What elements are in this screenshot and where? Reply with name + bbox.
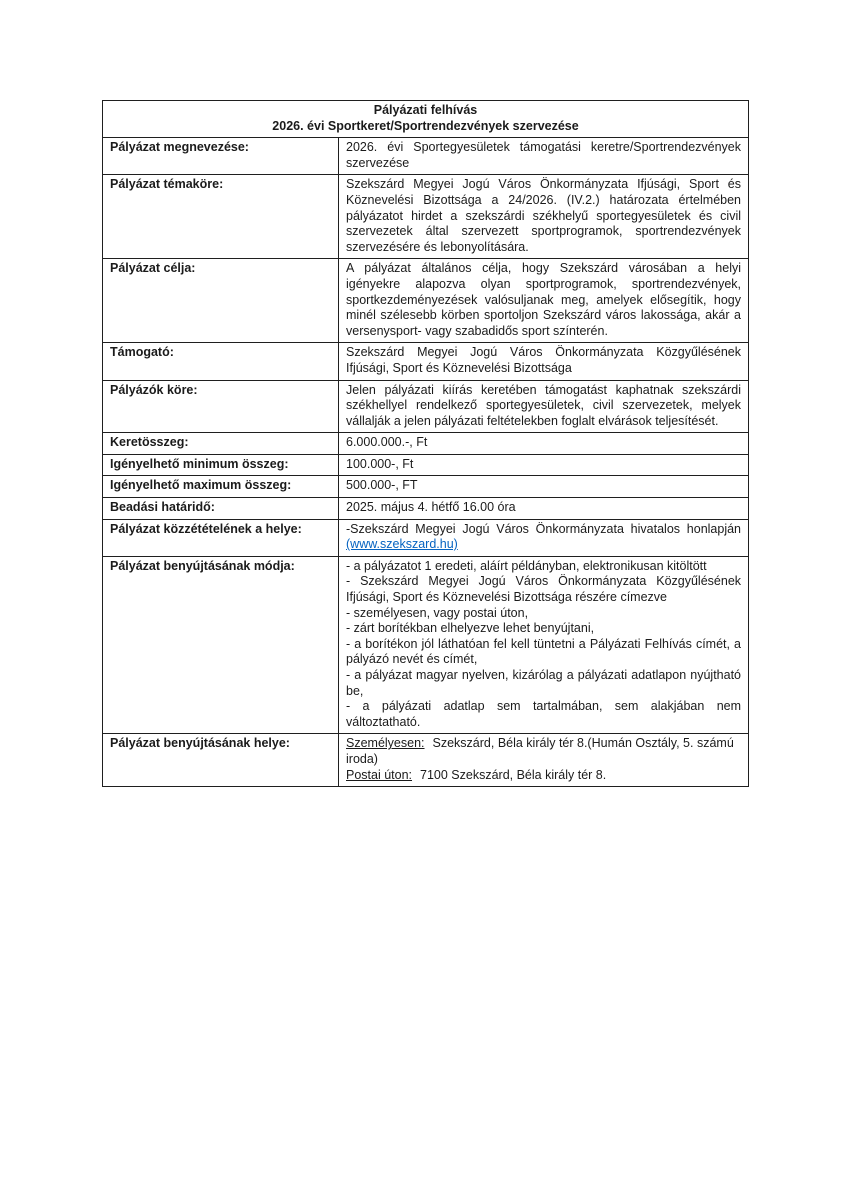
- table-row: [103, 498, 749, 520]
- benyujtas-modja-item: - a pályázat magyar nyelven, kizárólag a pályázati adatlapon nyújtható be,: [346, 668, 742, 698]
- postai-label: Postai úton:: [346, 767, 413, 782]
- postai-value: 7100 Szekszárd, Béla király tér 8.: [420, 767, 607, 782]
- table-row: [103, 454, 749, 476]
- benyujtas-modja-item: - zárt borítékban elhelyezve lehet benyújtani,: [346, 621, 595, 636]
- szemelyesen-value: Szekszárd, Béla király tér 8.(Humán Osztály, 5. számú iroda): [346, 736, 734, 766]
- row-label-megnevezese: Pályázat megnevezése:: [103, 138, 339, 175]
- row-value-kozzetetel-helye: [339, 519, 749, 556]
- row-label-tamogato: Támogató:: [103, 343, 339, 380]
- benyujtas-modja-item: - a pályázati adatlap sem tartalmában, sem alakjában nem változtatható.: [346, 699, 742, 729]
- row-value-min-osszeg: 100.000-, Ft: [339, 454, 749, 476]
- row-label-temakore: Pályázat témaköre:: [103, 175, 339, 259]
- table-row: [103, 380, 749, 433]
- row-value-benyujtas-helye: [339, 734, 749, 787]
- table-row: [103, 175, 749, 259]
- szemelyesen-line: [346, 736, 741, 767]
- benyujtas-modja-item: - a pályázatot 1 eredeti, aláírt példányban, elektronikusan kitöltött: [346, 558, 707, 573]
- row-label-benyujtas-helye: Pályázat benyújtásának helye:: [103, 734, 339, 787]
- row-value-beadasi-hatarido: 2025. május 4. hétfő 16.00 óra: [339, 498, 749, 520]
- postai-line: [346, 768, 741, 784]
- row-value-benyujtas-modja: [339, 556, 749, 734]
- benyujtas-modja-item: - a borítékon jól láthatóan fel kell tüntetni a Pályázati Felhívás címét, a pályázó nevét és címét,: [346, 636, 742, 667]
- table-row: [103, 519, 749, 556]
- row-value-megnevezese: 2026. évi Sportegyesületek támogatási keretre/Sportrendezvények szervezése: [339, 138, 749, 175]
- row-label-celja: Pályázat célja:: [103, 259, 339, 343]
- benyujtas-modja-item: - Szekszárd Megyei Jogú Város Önkormányzata Közgyűlésének Ifjúsági, Sport és Köznevelési Bizottsága részére címezve: [346, 574, 742, 605]
- kozzetetel-text: -Szekszárd Megyei Jogú Város Önkormányzata hivatalos honlapján: [346, 521, 742, 536]
- row-label-beadasi-hatarido: Beadási határidő:: [103, 498, 339, 520]
- table-header-row: [103, 101, 749, 138]
- row-label-kozzetetel-helye: Pályázat közzétételének a helye:: [103, 519, 339, 556]
- szemelyesen-label: Személyesen:: [346, 736, 425, 751]
- row-label-min-osszeg: Igényelhető minimum összeg:: [103, 454, 339, 476]
- table-row: [103, 259, 749, 343]
- table-row: [103, 476, 749, 498]
- table-title-cell: [103, 101, 749, 138]
- row-value-celja: A pályázat általános célja, hogy Szekszárd városában a helyi igényekre alapozva olyan sportprogramok, sportrendezvények, sportkezdeményezések valósuljanak meg, amelyek elősegítik, hogy minél szélesebb körben sportoljon Szekszárd város lakossága, akár a versenysport- vagy szabadidős sport színterén.: [339, 259, 749, 343]
- row-value-keretosszeg: 6.000.000.-, Ft: [339, 433, 749, 455]
- table-row: [103, 343, 749, 380]
- row-label-max-osszeg: Igényelhető maximum összeg:: [103, 476, 339, 498]
- benyujtas-modja-item: - személyesen, vagy postai úton,: [346, 605, 529, 620]
- szekszard-hu-link[interactable]: (www.szekszard.hu): [346, 537, 458, 552]
- table-title-line1: Pályázati felhívás: [373, 103, 478, 117]
- palyazati-felhivas-table: [102, 100, 749, 787]
- row-value-temakore: Szekszárd Megyei Jogú Város Önkormányzata Ifjúsági, Sport és Köznevelési Bizottsága a 24/2026. (IV.2.) határozata értelmében pályázatot hirdet a szekszárdi székhelyű sportegyesületek és civil szervezetek által szervezett sportprogramok, sportrendezvények szervezésére és lebonyolítására.: [339, 175, 749, 259]
- table-row: [103, 556, 749, 734]
- row-value-palyazok-kore: Jelen pályázati kiírás keretében támogatást kaphatnak szekszárdi székhellyel rendelkező sportegyesületek, civil szervezetek, melyek vállalják a jelen pályázati feltételekben foglalt elvárások teljesítését.: [339, 380, 749, 433]
- row-label-palyazok-kore: Pályázók köre:: [103, 380, 339, 433]
- table-row: [103, 734, 749, 787]
- table-row: [103, 138, 749, 175]
- table-row: [103, 433, 749, 455]
- row-label-keretosszeg: Keretösszeg:: [103, 433, 339, 455]
- row-value-tamogato: Szekszárd Megyei Jogú Város Önkormányzata Közgyűlésének Ifjúsági, Sport és Köznevelési Bizottsága: [339, 343, 749, 380]
- row-value-max-osszeg: 500.000-, FT: [339, 476, 749, 498]
- row-label-benyujtas-modja: Pályázat benyújtásának módja:: [103, 556, 339, 734]
- table-title-line2: 2026. évi Sportkeret/Sportrendezvények szervezése: [272, 118, 579, 133]
